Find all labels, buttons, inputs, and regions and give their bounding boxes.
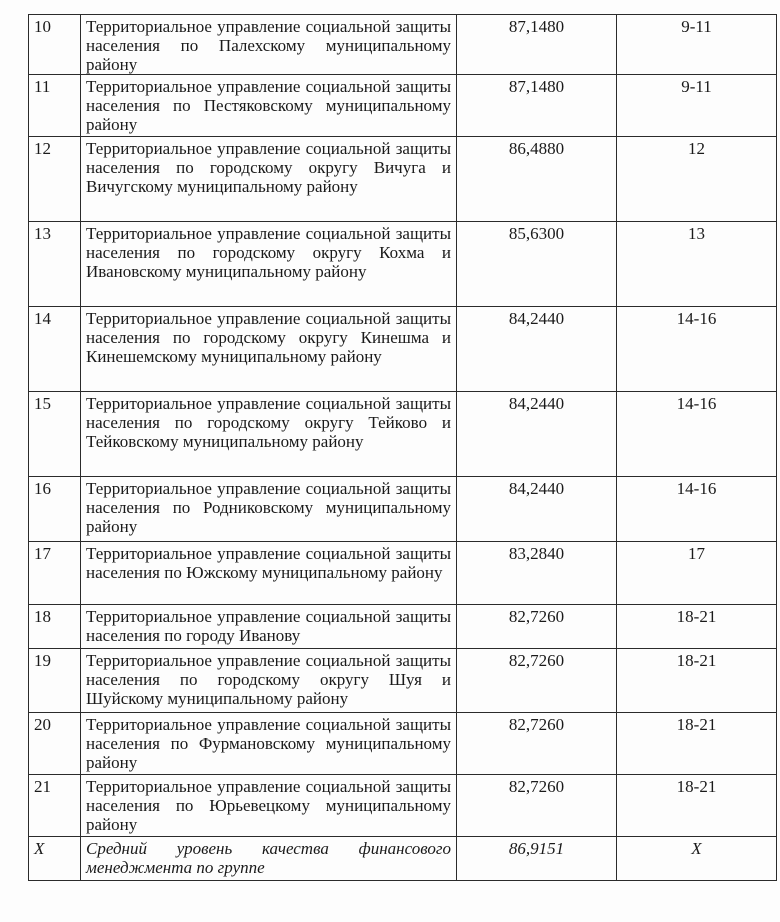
rank-place: 9-11 bbox=[617, 75, 777, 137]
table-row bbox=[29, 542, 777, 605]
table-row bbox=[29, 713, 777, 775]
row-number: 10 bbox=[29, 15, 81, 75]
row-number: 16 bbox=[29, 477, 81, 542]
row-number: 20 bbox=[29, 713, 81, 775]
row-number: 21 bbox=[29, 775, 81, 837]
row-number: 12 bbox=[29, 137, 81, 222]
ranking-table bbox=[28, 14, 777, 881]
summary-row bbox=[29, 837, 777, 881]
summary-label: Средний уровень качества финансового менеджмента по группе bbox=[81, 837, 457, 881]
table-row bbox=[29, 775, 777, 837]
rank-place: 18-21 bbox=[617, 605, 777, 649]
rank-place: 12 bbox=[617, 137, 777, 222]
table-row bbox=[29, 477, 777, 542]
quality-score: 85,6300 bbox=[457, 222, 617, 307]
row-number: 19 bbox=[29, 649, 81, 713]
ranking-table-body bbox=[29, 15, 777, 881]
quality-score: 84,2440 bbox=[457, 307, 617, 392]
quality-score: 82,7260 bbox=[457, 713, 617, 775]
quality-score: 84,2440 bbox=[457, 392, 617, 477]
table-row bbox=[29, 75, 777, 137]
rank-place: 9-11 bbox=[617, 15, 777, 75]
department-name: Территориальное управление социальной защиты населения по городскому округу Кохма и Ивановскому муниципальному району bbox=[81, 222, 457, 307]
department-name: Территориальное управление социальной защиты населения по Фурмановскому муниципальному району bbox=[81, 713, 457, 775]
rank-place: 14-16 bbox=[617, 392, 777, 477]
quality-score: 84,2440 bbox=[457, 477, 617, 542]
rank-place: 14-16 bbox=[617, 477, 777, 542]
rank-place: 18-21 bbox=[617, 713, 777, 775]
quality-score: 82,7260 bbox=[457, 775, 617, 837]
table-row bbox=[29, 15, 777, 75]
row-number: 15 bbox=[29, 392, 81, 477]
table-row bbox=[29, 392, 777, 477]
department-name: Территориальное управление социальной защиты населения по городскому округу Шуя и Шуйскому муниципальному району bbox=[81, 649, 457, 713]
rank-place: 14-16 bbox=[617, 307, 777, 392]
rank-place: 18-21 bbox=[617, 775, 777, 837]
department-name: Территориальное управление социальной защиты населения по городу Иванову bbox=[81, 605, 457, 649]
department-name: Территориальное управление социальной защиты населения по городскому округу Кинешма и Кинешемскому муниципальному району bbox=[81, 307, 457, 392]
quality-score: 82,7260 bbox=[457, 649, 617, 713]
quality-score: 87,1480 bbox=[457, 75, 617, 137]
quality-score: 83,2840 bbox=[457, 542, 617, 605]
row-number: 18 bbox=[29, 605, 81, 649]
department-name: Территориальное управление социальной защиты населения по Юрьевецкому муниципальному району bbox=[81, 775, 457, 837]
table-row bbox=[29, 222, 777, 307]
row-number: 11 bbox=[29, 75, 81, 137]
quality-score: 86,4880 bbox=[457, 137, 617, 222]
summary-number: X bbox=[29, 837, 81, 881]
department-name: Территориальное управление социальной защиты населения по Родниковскому муниципальному району bbox=[81, 477, 457, 542]
quality-score: 82,7260 bbox=[457, 605, 617, 649]
rank-place: 18-21 bbox=[617, 649, 777, 713]
department-name: Территориальное управление социальной защиты населения по Палехскому муниципальному району bbox=[81, 15, 457, 75]
summary-score: 86,9151 bbox=[457, 837, 617, 881]
quality-score: 87,1480 bbox=[457, 15, 617, 75]
department-name: Территориальное управление социальной защиты населения по городскому округу Вичуга и Вичугскому муниципальному району bbox=[81, 137, 457, 222]
summary-place: X bbox=[617, 837, 777, 881]
rank-place: 13 bbox=[617, 222, 777, 307]
row-number: 13 bbox=[29, 222, 81, 307]
department-name: Территориальное управление социальной защиты населения по Южскому муниципальному району bbox=[81, 542, 457, 605]
table-row bbox=[29, 605, 777, 649]
table-row bbox=[29, 137, 777, 222]
department-name: Территориальное управление социальной защиты населения по городскому округу Тейково и Тейковскому муниципальному району bbox=[81, 392, 457, 477]
table-row bbox=[29, 649, 777, 713]
department-name: Территориальное управление социальной защиты населения по Пестяковскому муниципальному району bbox=[81, 75, 457, 137]
row-number: 17 bbox=[29, 542, 81, 605]
rank-place: 17 bbox=[617, 542, 777, 605]
table-row bbox=[29, 307, 777, 392]
row-number: 14 bbox=[29, 307, 81, 392]
